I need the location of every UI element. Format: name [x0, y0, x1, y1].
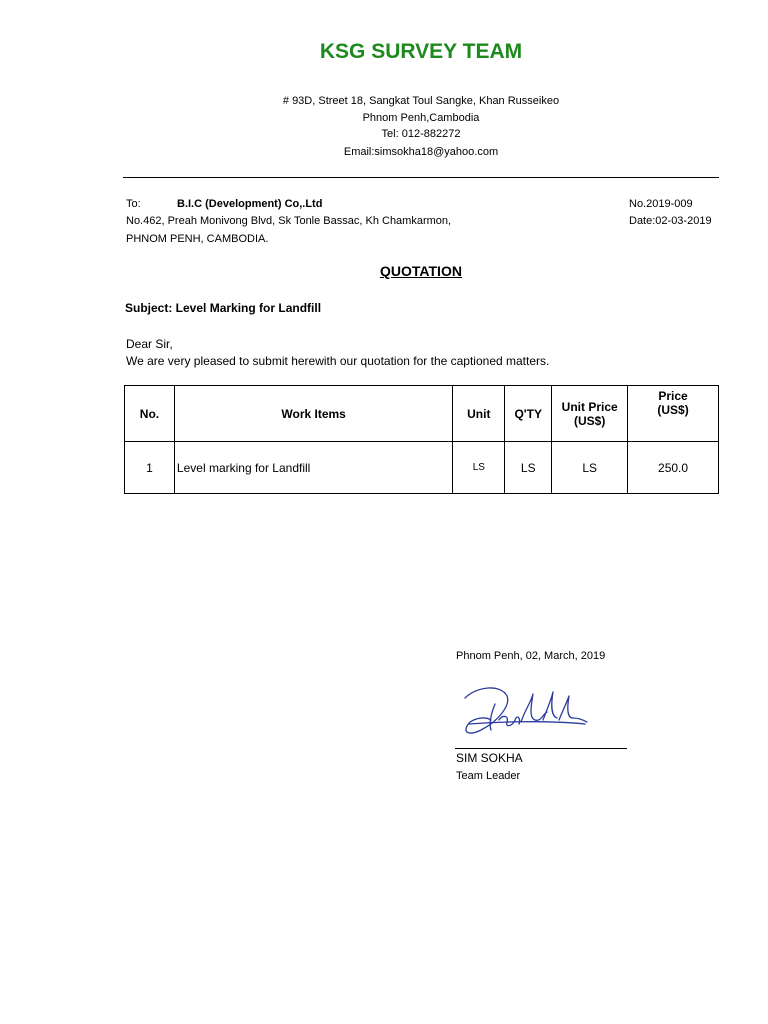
table-header-row [125, 386, 719, 442]
col-header-unit: Unit [453, 386, 505, 442]
cell-price: 250.0 [628, 442, 719, 494]
signatory-name: SIM SOKHA [456, 751, 523, 765]
price-label: Price [658, 389, 688, 403]
col-header-unit-price [552, 386, 628, 442]
price-currency: (US$) [657, 403, 689, 417]
document-heading: QUOTATION [380, 263, 462, 279]
phone-number: Tel: 012-882272 [381, 128, 461, 140]
table-row [125, 442, 719, 494]
intro-text: We are very pleased to submit herewith our quotation for the captioned matters. [126, 354, 550, 368]
quotation-date: Date:02-03-2019 [629, 215, 712, 227]
subject-line: Subject: Level Marking for Landfill [125, 301, 322, 315]
company-title: KSG SURVEY TEAM [319, 40, 523, 63]
salutation: Dear Sir, [126, 337, 173, 351]
quotation-table [124, 385, 719, 494]
address-line-2: Phnom Penh,Cambodia [362, 112, 480, 124]
unit-price-currency: (US$) [573, 413, 606, 428]
recipient-company: B.I.C (Development) Co,.Ltd [177, 198, 323, 210]
cell-unit: LS [453, 442, 505, 494]
handwritten-signature [455, 680, 595, 742]
unit-price-label: Unit Price [561, 399, 618, 414]
col-header-work-items: Work Items [174, 386, 452, 442]
cell-no: 1 [125, 442, 175, 494]
email-address: Email:simsokha18@yahoo.com [343, 146, 499, 158]
recipient-address-line-1: No.462, Preah Monivong Blvd, Sk Tonle Bassac, Kh Chamkarmon, [126, 215, 452, 227]
cell-qty: LS [505, 442, 552, 494]
quotation-number: No.2019-009 [629, 198, 693, 210]
to-label: To: [126, 198, 141, 210]
col-header-qty: Q'TY [505, 386, 552, 442]
header-divider [123, 177, 719, 178]
col-header-no: No. [125, 386, 175, 442]
cell-unit-price: LS [552, 442, 628, 494]
cell-work-item: Level marking for Landfill [174, 442, 452, 494]
recipient-address-line-2: PHNOM PENH, CAMBODIA. [126, 233, 269, 245]
signature-place-date: Phnom Penh, 02, March, 2019 [456, 650, 606, 662]
col-header-price [628, 386, 719, 442]
signature-line [455, 748, 627, 749]
address-line-1: # 93D, Street 18, Sangkat Toul Sangke, Khan Russeikeo [282, 95, 560, 107]
signatory-role: Team Leader [456, 770, 521, 782]
